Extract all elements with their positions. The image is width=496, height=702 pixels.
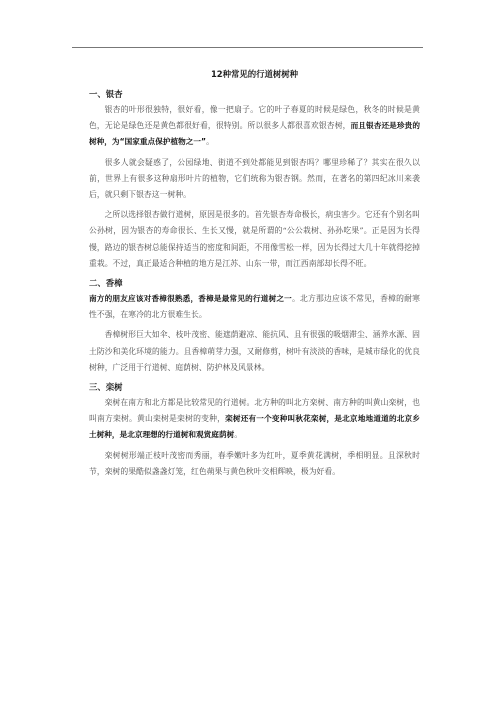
paragraph [89,395,420,444]
paragraph [89,291,420,323]
paragraph [89,155,420,204]
body-text: 。 [206,137,214,147]
document-title: 12种常见的行道树树种 [210,69,299,79]
section-heading: 二、香樟 [89,278,123,289]
paragraph [89,448,420,480]
body-text: 香樟树形巨大如伞、枝叶茂密、能遮荫避凉、能抗风、且有很强的吸烟滞尘、涵养水源、固土防沙和美化环境的能力。且香樟萌芽力强，又耐修剪，树叶有淡淡的香味，是城市绿化的优良树种，广泛用于行道树、庭荫树、防护林及风景林。 [89,330,420,372]
body-text: 。北方那边应该不常见，香樟的耐寒性不强，在寒冷的北方很难生长。 [89,294,421,320]
sections-container [89,88,420,480]
body-text: 。 [234,430,243,440]
paragraph [89,327,420,376]
document-body [89,68,420,484]
body-text: 栾树在南方和北方都是比较常见的行道树。北方种的叫北方栾树、南方种的叫黄山栾树，也叫南方栾树。黄山栾树是栾树的变种， [89,398,420,424]
body-text: 栾树树形端正枝叶茂密而秀丽，春季嫩叶多为红叶，夏季黄花满树，季相明显。且深秋时节，栾树的果酷似盏盏灯笼，红色蒴果与黄色秋叶交相辉映，极为好看。 [89,450,420,476]
bold-text: 南方的朋友应该对香樟很熟悉，香樟是最常见的行道树之一 [89,294,292,304]
section-heading: 一、银杏 [89,89,123,99]
body-text: 之所以选择银杏做行道树，原因是很多的。首先银杏寿命极长，病虫害少。它还有个别名叫公孙树，因为银杏的寿命很长、生长又慢，就是所谓的“公公栽树、孙孙吃果”。正是因为长得慢，路边的银杏树总能保持适当的密度和间距，不用像雪松一样，因为长得过大几十年就得挖掉重栽。不过，真正最适合种植的地方是江苏、山东一带，而江西南部却长得不旺。 [89,210,420,268]
bold-text: 栾树还有一个变种叫秋花栾树，是北京地地道道的北京乡土树种，是北京理想的行道树和观赏庭荫树 [89,414,420,440]
bold-text: 而且银杏还是珍贵的树种，为“国家重点保护植物之一” [89,121,420,147]
body-text: 很多人就会疑惑了，公园绿地、街道不到处都能见到银杏吗？哪里珍稀了？其实在很久以前，世界上有很多这种扇形叶片的植物，它们统称为银杏钢。然而，在著名的第四纪冰川来袭后，就只剩下银杏这一树种。 [89,157,420,200]
section-heading: 三、栾树 [89,382,123,393]
body-text: 银杏的叶形很独特，很好看，像一把扇子。它的叶子春夏的时候是绿色，秋冬的时候是黄色，无论是绿色还是黄色都很好看，很特别。所以很多人都很喜欢银杏树， [89,105,420,131]
header-rule [72,47,423,48]
paragraph [89,207,420,272]
paragraph [89,102,420,151]
